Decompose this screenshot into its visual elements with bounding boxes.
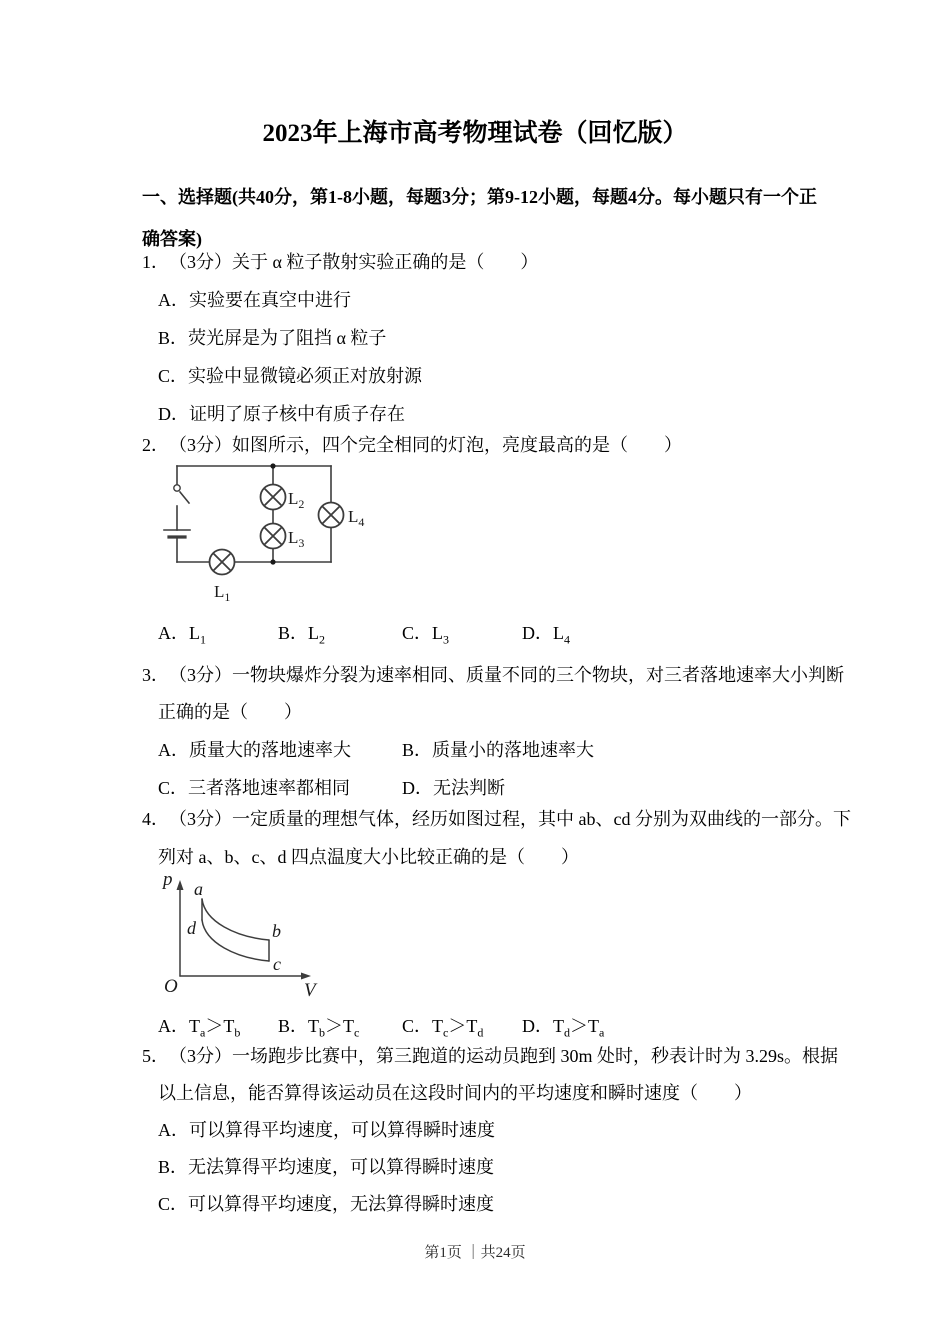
question-2 bbox=[142, 426, 834, 652]
question-stem-text: （3分）一物块爆炸分裂为速率相同、质量不同的三个物块，对三者落地速率大小判断 bbox=[169, 665, 844, 685]
question-number: 1． bbox=[142, 252, 169, 272]
lamp-L4-label: $L_4$ bbox=[348, 507, 365, 529]
question-2-stem bbox=[142, 426, 834, 464]
question-4-option-a: A．$T_a>T_b$ bbox=[158, 1016, 241, 1040]
section-header-line-2: 确答案) bbox=[142, 229, 202, 249]
question-5-option-a: A．可以算得平均速度，可以算得瞬时速度 bbox=[158, 1120, 495, 1140]
point-c-label: c bbox=[273, 954, 281, 974]
x-axis-label: V bbox=[304, 980, 316, 1001]
question-3-option-c: C．三者落地速率都相同 bbox=[158, 778, 351, 798]
question-4-option-b: B．$T_b>T_c$ bbox=[278, 1016, 360, 1040]
question-2-option-d: D．$L_4$ bbox=[522, 623, 570, 647]
question-3-stem-line-2: 正确的是（ ） bbox=[158, 702, 302, 722]
y-axis-label: p bbox=[163, 869, 173, 890]
question-3-option-a: A．质量大的落地速率大 bbox=[158, 740, 351, 760]
x-axis-arrow-icon bbox=[301, 973, 311, 980]
question-4-option-c: C．$T_c>T_d$ bbox=[402, 1016, 484, 1040]
junction-dot-top bbox=[270, 463, 275, 468]
question-5-stem bbox=[142, 1038, 839, 1075]
question-1-option-b: B．荧光屏是为了阻挡 α 粒子 bbox=[158, 328, 387, 348]
question-3-option-d: D．无法判断 bbox=[402, 778, 505, 798]
lamp-L1-icon bbox=[210, 550, 235, 575]
junction-dot-bottom bbox=[270, 559, 275, 564]
question-2-option-b: B．$L_2$ bbox=[278, 623, 326, 647]
question-3-options-row-1 bbox=[142, 731, 834, 769]
question-4 bbox=[142, 800, 851, 1045]
question-number: 2． bbox=[142, 435, 169, 455]
question-1-option-a: A．实验要在真空中进行 bbox=[158, 290, 351, 310]
lamp-L2-label: $L_2$ bbox=[288, 489, 305, 511]
question-stem-text: （3分）如图所示，四个完全相同的灯泡，亮度最高的是（ ） bbox=[169, 435, 682, 455]
lamp-L4-icon bbox=[319, 503, 344, 528]
question-1-stem bbox=[142, 243, 834, 281]
question-1 bbox=[142, 243, 834, 433]
question-4-stem bbox=[142, 800, 851, 838]
switch-blade bbox=[180, 492, 189, 503]
question-2-option-a: A．$L_1$ bbox=[158, 623, 206, 647]
pv-diagram bbox=[156, 868, 331, 1003]
origin-label: O bbox=[164, 976, 178, 997]
lamp-L1-label: $L_1$ bbox=[214, 582, 231, 604]
question-3-option-b: B．质量小的落地速率大 bbox=[402, 740, 595, 760]
curve-dc bbox=[202, 920, 269, 961]
point-d-label: d bbox=[187, 918, 196, 938]
question-3-stem bbox=[142, 657, 844, 694]
question-stem-text: （3分）关于 α 粒子散射实验正确的是（ ） bbox=[169, 252, 539, 272]
question-1-option-c: C．实验中显微镜必须正对放射源 bbox=[158, 366, 423, 386]
question-2-option-c: C．$L_3$ bbox=[402, 623, 450, 647]
lamp-L2-icon bbox=[261, 485, 286, 510]
question-number: 5． bbox=[142, 1046, 169, 1066]
question-stem-text: （3分）一定质量的理想气体，经历如图过程，其中 ab、cd 分别为双曲线的一部分。下 bbox=[169, 809, 851, 829]
section-header-line-1: 一、选择题(共40分，第1-8小题，每题3分；第9-12小题，每题4分。每小题只有一个正 bbox=[142, 187, 817, 207]
question-2-options bbox=[142, 614, 834, 652]
question-3 bbox=[142, 657, 844, 807]
point-b-label: b bbox=[272, 921, 281, 941]
curve-ab bbox=[202, 899, 269, 940]
point-a-label: a bbox=[194, 879, 203, 899]
circuit-diagram bbox=[158, 454, 373, 606]
question-4-stem-line-2: 列对 a、b、c、d 四点温度大小比较正确的是（ ） bbox=[158, 847, 579, 867]
question-number: 3． bbox=[142, 665, 169, 685]
question-5-stem-line-2: 以上信息，能否算得该运动员在这段时间内的平均速度和瞬时速度（ ） bbox=[158, 1083, 752, 1103]
question-5-option-b: B．无法算得平均速度，可以算得瞬时速度 bbox=[158, 1157, 495, 1177]
question-1-option-d: D．证明了原子核中有质子存在 bbox=[158, 404, 405, 424]
page-footer: 第1页 ｜共24页 bbox=[424, 1245, 526, 1261]
y-axis-arrow-icon bbox=[177, 880, 184, 890]
question-5 bbox=[142, 1038, 839, 1223]
lamp-L3-label: $L_3$ bbox=[288, 528, 305, 550]
lamp-L3-icon bbox=[261, 524, 286, 549]
question-stem-text: （3分）一场跑步比赛中，第三跑道的运动员跑到 30m 处时，秒表计时为 3.29s。根据 bbox=[169, 1046, 839, 1066]
switch-pivot-icon bbox=[174, 485, 180, 491]
question-4-option-d: D．$T_d>T_a$ bbox=[522, 1016, 605, 1040]
question-5-option-c: C．可以算得平均速度，无法算得瞬时速度 bbox=[158, 1194, 495, 1214]
page-title: 2023年上海市高考物理试卷（回忆版） bbox=[262, 120, 688, 147]
question-number: 4． bbox=[142, 809, 169, 829]
